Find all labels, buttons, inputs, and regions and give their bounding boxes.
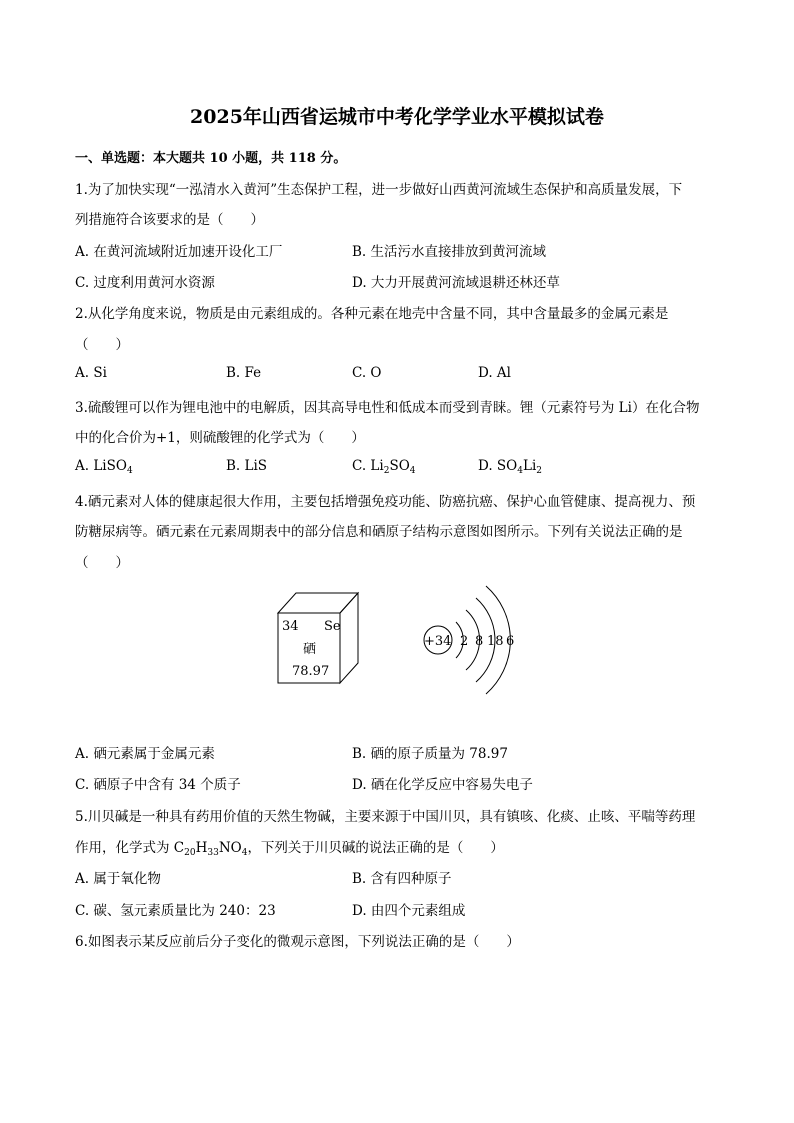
q3-stem-line1: 3.硫酸锂可以作为锂电池中的电解质，因其高导电性和低成本而受到青睐。锂（元素符号为 Li）在化合物 — [75, 400, 700, 416]
q3-stem-line2: 中的化合价为+1，则硫酸锂的化学式为（ ） — [75, 430, 365, 446]
q2-stem-line1: 2.从化学角度来说，物质是由元素组成的。各种元素在地壳中含量不同，其中含量最多的金属元素是 — [75, 306, 669, 322]
nucleus-charge: +34 — [424, 634, 452, 649]
q4-option-d: D. 硒在化学反应中容易失电子 — [352, 777, 533, 793]
q2-option-c: C. O — [352, 365, 382, 381]
q5-option-b: B. 含有四种原子 — [352, 871, 452, 887]
page-title: 2025年山西省运城市中考化学学业水平模拟试卷 — [190, 106, 604, 128]
q1-option-b: B. 生活污水直接排放到黄河流域 — [352, 244, 547, 260]
q5-option-d: D. 由四个元素组成 — [352, 903, 466, 919]
q3-option-a: A. LiSO$_4$ — [75, 458, 133, 476]
q6-stem-line1: 6.如图表示某反应前后分子变化的微观示意图，下列说法正确的是（ ） — [75, 934, 520, 950]
q2-option-a: A. Si — [75, 365, 107, 381]
q3-option-b: B. LiS — [226, 458, 268, 474]
shell-1-count: 2 — [460, 634, 469, 649]
q1-option-c: C. 过度利用黄河水资源 — [75, 275, 215, 291]
shell-3-count: 18 — [487, 634, 504, 649]
q5-stem-line2: 作用，化学式为 $C_{20}H_{33}NO_4$，下列关于川贝碱的说法正确的是（ ） — [75, 840, 504, 858]
q2-option-b: B. Fe — [226, 365, 262, 381]
q4-option-a: A. 硒元素属于金属元素 — [75, 746, 215, 762]
q3-option-d: D. $SO_4Li_2$ — [478, 458, 543, 476]
q1-stem-line2: 列措施符合该要求的是（ ） — [75, 212, 264, 228]
q4-stem-line2: 防糖尿病等。硒元素在元素周期表中的部分信息和硒原子结构示意图如图所示。下列有关说法正确的是 — [75, 524, 683, 540]
q1-stem-line1: 1.为了加快实现“一泓清水入黄河”生态保护工程，进一步做好山西黄河流域生态保护和高质量发展，下 — [75, 182, 683, 198]
shell-4-count: 6 — [506, 634, 515, 649]
q2-stem-line2: （ ） — [75, 337, 129, 353]
q2-option-d: D. Al — [478, 365, 511, 381]
q1-option-a: A. 在黄河流域附近加速开设化工厂 — [75, 244, 283, 260]
q1-option-d: D. 大力开展黄河流域退耕还林还草 — [352, 275, 560, 291]
q4-option-c: C. 硒原子中含有 34 个质子 — [75, 777, 241, 793]
q5-option-a: A. 属于氧化物 — [75, 871, 161, 887]
q4-option-b: B. 硒的原子质量为 78.97 — [352, 746, 508, 762]
element-name: 硒 — [303, 642, 317, 657]
shell-2-count: 8 — [475, 634, 484, 649]
q4-stem-line3: （ ） — [75, 555, 129, 571]
selenium-figure — [270, 568, 530, 718]
section-heading: 一、单选题：本大题共 10 小题，共 118 分。 — [75, 151, 347, 166]
element-symbol: Se — [324, 619, 341, 634]
atomic-mass: 78.97 — [292, 664, 330, 679]
q5-option-c: C. 碳、氢元素质量比为 240：23 — [75, 903, 276, 919]
q5-stem-line1: 5.川贝碱是一种具有药用价值的天然生物碱，主要来源于中国川贝，具有镇咳、化痰、止咳、平喘等药理 — [75, 809, 696, 825]
q4-stem-line1: 4.硒元素对人体的健康起很大作用，主要包括增强免疫功能、防癌抗癌、保护心血管健康、提高视力、预 — [75, 494, 696, 510]
q3-option-c: C. $Li_2SO_4$ — [352, 458, 416, 476]
atomic-number: 34 — [282, 619, 299, 634]
